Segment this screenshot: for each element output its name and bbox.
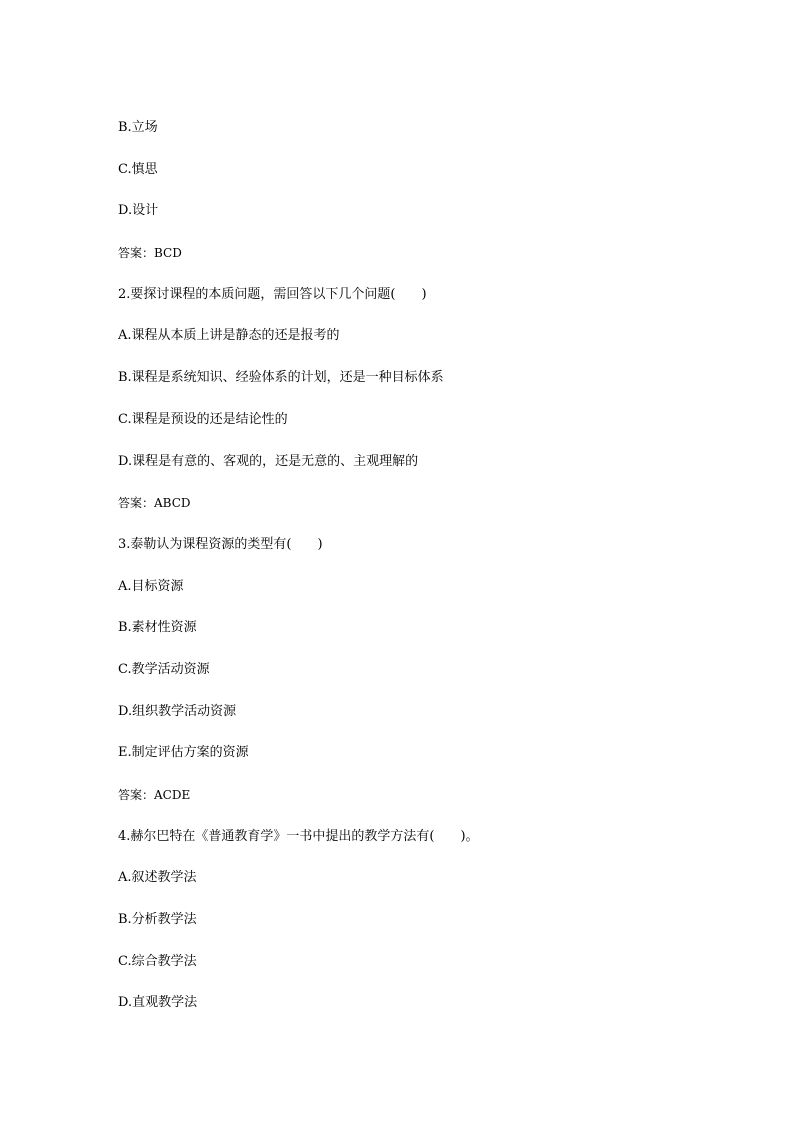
- option-line: C.综合教学法: [118, 953, 197, 969]
- option-line: C.教学活动资源: [118, 661, 210, 677]
- question-line: 2.要探讨课程的本质问题，需回答以下几个问题( ): [118, 286, 427, 302]
- option-line: A.课程从本质上讲是静态的还是报考的: [118, 328, 340, 344]
- document-page: [118, 116, 718, 1033]
- option-line: E.制定评估方案的资源: [118, 745, 249, 761]
- option-line: C.慎思: [118, 161, 158, 177]
- answer-line: 答案：ABCD: [118, 496, 191, 511]
- option-line: B.分析教学法: [118, 912, 197, 928]
- option-line: B.素材性资源: [118, 620, 197, 636]
- option-line: C.课程是预设的还是结论性的: [118, 411, 288, 427]
- question-line: 3.泰勒认为课程资源的类型有( ): [118, 536, 323, 552]
- answer-line: 答案：BCD: [118, 246, 182, 261]
- option-line: D.直观教学法: [118, 995, 198, 1011]
- option-line: D.设计: [118, 203, 159, 219]
- option-line: B.课程是系统知识、经验体系的计划，还是一种目标体系: [118, 370, 444, 386]
- option-line: D.课程是有意的、客观的，还是无意的、主观理解的: [118, 453, 419, 469]
- answer-line: 答案：ACDE: [118, 788, 191, 802]
- option-line: D.组织教学活动资源: [118, 703, 237, 719]
- question-line: 4.赫尔巴特在《普通教育学》一书中提出的教学方法有( )。: [118, 828, 479, 844]
- option-line: A.叙述教学法: [118, 870, 197, 886]
- option-line: A.目标资源: [118, 578, 184, 594]
- option-line: B.立场: [118, 120, 158, 135]
